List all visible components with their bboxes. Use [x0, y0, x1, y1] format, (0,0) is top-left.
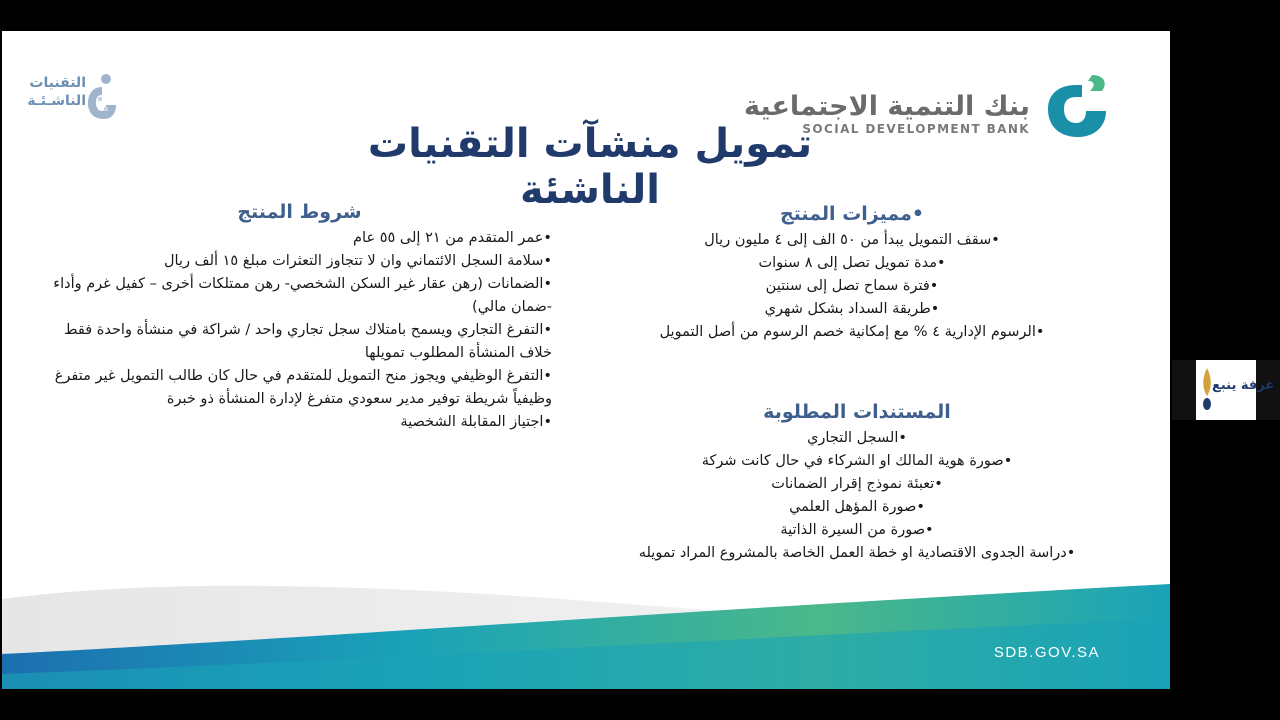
slide-title: تمويل منشآت التقنيات الناشئة	[367, 121, 813, 213]
sdb-logo-icon	[1042, 71, 1112, 143]
list-item: •السجل التجاري	[807, 430, 907, 446]
list-item: •الرسوم الإدارية ٤ % مع إمكانية خصم الرسوم من أصل التمويل	[659, 324, 1045, 340]
list-item: •التفرغ التجاري ويسمح بامتلاك سجل تجاري واحد / شراكة في منشأة واحدة فقط خلاف المنشأة المطلوب تمويلها	[64, 322, 552, 361]
product-features-section	[612, 203, 1092, 344]
product-features-list	[612, 229, 1092, 344]
list-item: •سقف التمويل يبدأ من ٥٠ الف إلى ٤ مليون ريال	[704, 232, 1000, 248]
emerging-tech-logo-icon	[84, 71, 120, 121]
emerging-tech-logo-line2: الناشـئـة	[27, 93, 86, 109]
footer-wave-graphic	[2, 579, 1170, 689]
list-item: •صورة هوية المالك او الشركاء في حال كانت شركة	[701, 453, 1013, 469]
required-documents-list	[602, 427, 1112, 565]
list-item: •التفرغ الوظيفي ويجوز منح التمويل للمتقدم في حال كان طالب التمويل غير متفرغ وظيفياً شريطة توفير مدير سعودي متفرغ لإدارة المنشأة ذو خبرة	[54, 368, 552, 407]
required-documents-section	[602, 401, 1112, 565]
product-conditions-heading: شروط المنتج	[237, 201, 362, 223]
list-item: •الضمانات (رهن عقار غير السكن الشخصي- رهن ممتلكات أخرى – كفيل غرم وأداء -ضمان مالي)	[53, 276, 552, 315]
bank-name-arabic: بنك التنمية الاجتماعية	[744, 91, 1030, 122]
presentation-slide	[2, 31, 1170, 689]
list-item: •صورة من السيرة الذاتية	[780, 522, 934, 538]
list-item: •صورة المؤهل العلمي	[789, 499, 925, 515]
emerging-tech-logo-line1: التقنيات	[29, 75, 86, 91]
product-features-heading: •مميزات المنتج	[779, 203, 925, 225]
required-documents-heading: المستندات المطلوبة	[763, 401, 951, 423]
list-item: •دراسة الجدوى الاقتصادية او خطة العمل الخاصة بالمشروع المراد تمويله	[638, 545, 1076, 561]
list-item: •عمر المتقدم من ٢١ إلى ٥٥ عام	[353, 230, 552, 246]
bank-name-english: SOCIAL DEVELOPMENT BANK	[802, 122, 1030, 136]
list-item: •مدة تمويل تصل إلى ٨ سنوات	[758, 255, 946, 271]
list-item: •سلامة السجل الائتماني وان لا تتجاوز التعثرات مبلغ ١٥ ألف ريال	[163, 253, 552, 269]
list-item: •اجتياز المقابلة الشخصية	[400, 414, 552, 430]
bank-website-url: SDB.GOV.SA	[993, 644, 1100, 661]
product-conditions-section	[47, 201, 552, 434]
emerging-tech-logo-text	[27, 74, 86, 110]
product-conditions-list	[47, 227, 552, 434]
yanbu-chamber-logo	[1196, 360, 1275, 420]
list-item: •فترة سماح تصل إلى سنتين	[765, 278, 939, 294]
list-item: •طريقة السداد بشكل شهري	[764, 301, 940, 317]
yanbu-chamber-logo-text: غرفة ينبع	[1212, 378, 1275, 393]
list-item: •تعبئة نموذج إقرار الضمانات	[771, 476, 943, 492]
